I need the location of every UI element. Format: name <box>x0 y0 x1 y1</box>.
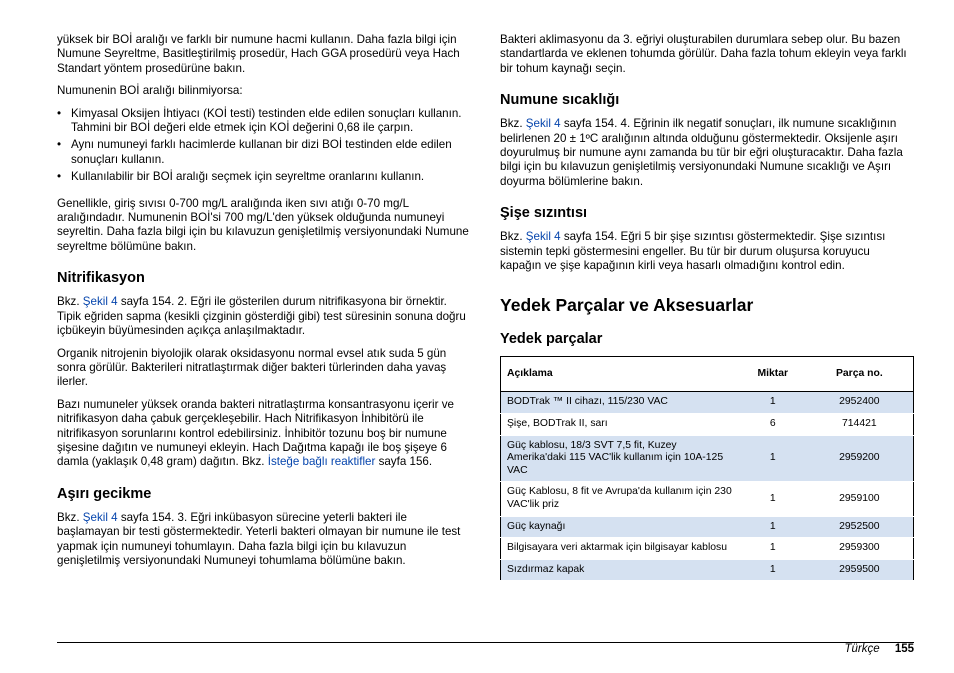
cell-part-number: 2959200 <box>806 435 914 482</box>
cell-quantity: 1 <box>740 435 806 482</box>
cell-description: Güç Kablosu, 8 fit ve Avrupa'da kullanım için 230 VAC'lik priz <box>501 482 740 516</box>
figure-link[interactable]: Şekil 4 <box>525 117 561 131</box>
cell-description: Güç kablosu, 18/3 SVT 7,5 fit, Kuzey Amerika'daki 115 VAC'lik kullanım için 10A-125 VAC <box>501 435 740 482</box>
paragraph: Bazı numuneler yüksek oranda bakteri nitratlaştırma konsantrasyonu içerir ve nitrifikasyon daha çabuk gerçekleşebilir. Hach Nitrifikasyon İnhibitörü ile nitrifikasyon sorunlarını kontrol edebilirsiniz. İnhibitör tozunu boş bir numune şişesine dağıtın ve numuneyi ekleyin. Hach Dağıtma kapağı ile boş şişeye 6 damla (yaklaşık 0,48 gram) dağıtın. Bkz. İsteğe bağlı reaktifler sayfa 156. <box>57 397 454 469</box>
figure-link[interactable]: Şekil 4 <box>82 510 118 524</box>
figure-link[interactable]: Şekil 4 <box>82 295 118 309</box>
footer-divider <box>57 642 914 643</box>
paragraph: Bkz. Şekil 4 sayfa 154. 2. Eğri ile gösterilen durum nitrifikasyona bir örnektir. Tipik eğriden sapma (kesikli çizginin gösterdiği gibi) test süresinin sonuna doğru içbükeyin büyümesinden açıkça anlaşılmaktadır. <box>57 295 466 338</box>
section-heading-nitrifikasyon: Nitrifikasyon <box>57 270 145 287</box>
paragraph: Organik nitrojenin biyolojik olarak oksidasyonu normal evsel atık suda 5 gün sonra görülür. Bakterileri nitratlaştırmak diğer bakteri türlerinden daha yavaş ilerler. <box>57 346 447 389</box>
cell-description: BODTrak ™ II cihazı, 115/230 VAC <box>501 392 740 414</box>
section-heading-numune-sicakligi: Numune sıcaklığı <box>500 92 620 109</box>
table-row <box>501 392 914 414</box>
section-heading-asiri-gecikme: Aşırı gecikme <box>57 485 152 502</box>
bullet-list <box>57 107 471 185</box>
table-row <box>501 559 914 581</box>
page-footer <box>844 643 914 655</box>
paragraph: Bakteri aklimasyonu da 3. eğriyi oluşturabilen durumlara sebep olur. Bu bazen standartlarda ve eklenen tohumda görülür. Daha fazla tohum ekleyin veya farklı bir tohum kaynağı seçin. <box>500 33 907 75</box>
cell-description: Güç kaynağı <box>501 516 740 538</box>
table-header-row <box>501 357 914 392</box>
list-item: • Aynı numuneyi farklı hacimlerde kullanan bir dizi BOİ testinden elde edilen sonuçları kullanın. <box>57 138 471 167</box>
table-row <box>501 414 914 436</box>
paragraph: Bkz. Şekil 4 sayfa 154. 3. Eğri inkübasyon sürecine yeterli bakteri ile başlamayan bir testi göstermektedir. Yeterli bakteri olmayan bir numune ile test yapmak için numuneyi tohumlayın. Daha fazla bilgi için bu kılavuzun genişletilmiş versiyonundaki Numuneyi tohumlama bölümüne bakın. <box>57 510 461 567</box>
subsection-heading-yedek-parcalar: Yedek parçalar <box>500 331 603 348</box>
cell-description: Bilgisayara veri aktarmak için bilgisayar kablosu <box>501 538 740 560</box>
paragraph: Bkz. Şekil 4 sayfa 154. Eğri 5 bir şişe sızıntısı göstermektedir. Şişe sızıntısı sistemin tepki göstermesini engeller. Bu tür bir durum oluşursa koruyucu kapağın ve şişe kapağının kirli veya hasarlı olmadığını kontrol edin. <box>500 230 886 273</box>
right-column <box>500 33 914 581</box>
optional-reagents-link[interactable]: İsteğe bağlı reaktifler <box>267 455 376 469</box>
section-heading-sise-sizintisi: Şişe sızıntısı <box>500 205 588 222</box>
column-header-part-number: Parça no. <box>806 357 914 392</box>
cell-description: Sızdırmaz kapak <box>501 559 740 581</box>
cell-part-number: 2959100 <box>806 482 914 516</box>
table-row <box>501 516 914 538</box>
table-row <box>501 538 914 560</box>
cell-quantity: 1 <box>740 482 806 516</box>
column-header-description: Açıklama <box>501 357 740 392</box>
column-header-quantity: Miktar <box>740 357 806 392</box>
cell-quantity: 1 <box>740 392 806 414</box>
figure-link[interactable]: Şekil 4 <box>525 230 561 244</box>
cell-part-number: 2952400 <box>806 392 914 414</box>
table-row <box>501 482 914 516</box>
paragraph: Bkz. Şekil 4 sayfa 154. 4. Eğrinin ilk negatif sonuçları, ilk numune sıcaklığının belirlenen 20 ± 1ºC aralığının altında olduğunu göstermektedir. Oksijenle aşırı doyurulmuş bir numune aynı zamanda bu tür bir eğri oluşturacaktır. Daha fazla bilgi için bu kılavuzun genişletilmiş versiyonundaki Numune sıcaklığı ve Aşırı doyurma bölümlerine bakın. <box>500 117 903 188</box>
left-column <box>57 33 471 576</box>
spare-parts-table <box>500 356 914 581</box>
cell-part-number: 2959300 <box>806 538 914 560</box>
cell-part-number: 2959500 <box>806 559 914 581</box>
cell-description: Şişe, BODTrak II, sarı <box>501 414 740 436</box>
cell-quantity: 1 <box>740 538 806 560</box>
cell-quantity: 6 <box>740 414 806 436</box>
cell-part-number: 2952500 <box>806 516 914 538</box>
table-row <box>501 435 914 482</box>
list-item: • Kullanılabilir bir BOİ aralığı seçmek için seyreltme oranlarını kullanın. <box>57 170 471 184</box>
footer-language: Türkçe <box>844 643 880 655</box>
list-item: • Kimyasal Oksijen İhtiyacı (KOİ testi) testinden elde edilen sonuçları kullanın. Tahmini bir BOİ değeri elde etmek için KOİ değerini 0,68 ile çarpın. <box>57 107 471 136</box>
paragraph: Numunenin BOİ aralığı bilinmiyorsa: <box>57 84 243 98</box>
paragraph: Genellikle, giriş sıvısı 0-700 mg/L aralığında iken sıvı atığı 0-70 mg/L aralığındadır. Numunenin BOİ'si 700 mg/L'den yüksek olduğunda numuneyi seyreltin. Daha fazla bilgi için bu kılavuzun genişletilmiş versiyonundaki Numune seyreltme bölümüne bakın. <box>57 196 469 253</box>
cell-part-number: 714421 <box>806 414 914 436</box>
cell-quantity: 1 <box>740 559 806 581</box>
cell-quantity: 1 <box>740 516 806 538</box>
section-title-yedek-parcalar: Yedek Parçalar ve Aksesuarlar <box>500 295 754 316</box>
page-number: 155 <box>894 643 914 655</box>
paragraph: yüksek bir BOİ aralığı ve farklı bir numune hacmi kullanın. Daha fazla bilgi için Numune Seyreltme, Basitleştirilmiş prosedür, Hach GGA prosedürü veya Hach Standart yöntem prosedürüne bakın. <box>57 33 460 75</box>
